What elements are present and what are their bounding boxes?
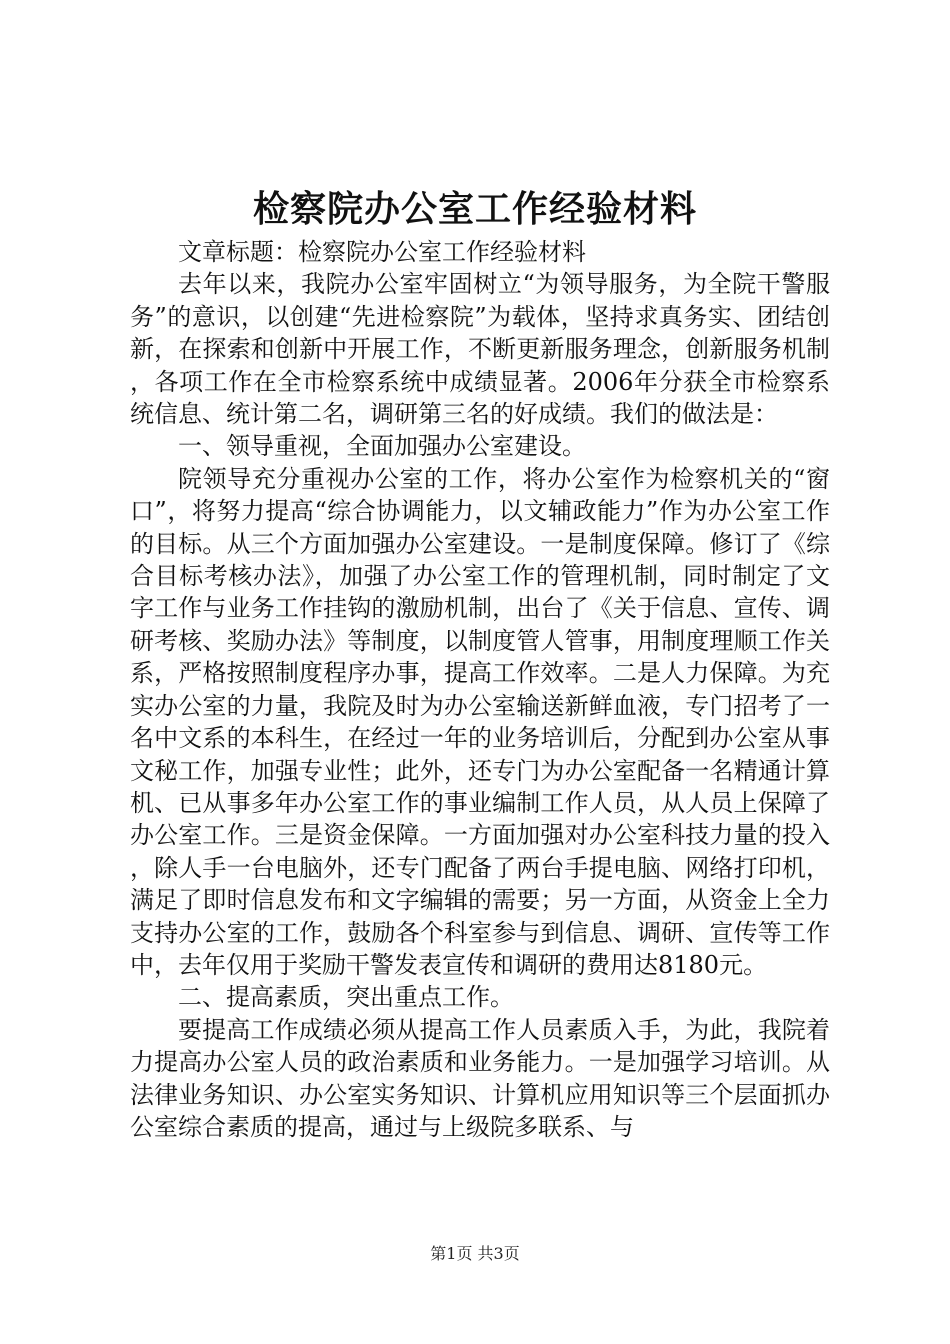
- document-title: 检察院办公室工作经验材料: [252, 188, 697, 230]
- section-heading-2: 二、提高素质，突出重点工作。: [178, 983, 514, 1012]
- section-1-paragraph: 院领导充分重视办公室的工作，将办公室作为检察机关的“窗口”，将努力提高“综合协调能力，以文辅政能力”作为办公室工作的目标。从三个方面加强办公室建设。一是制度保障。修订了《综合目标考核办法》，加强了办公室工作的管理机制，同时制定了文字工作与业务工作挂钩的激励机制，出台了《关于信息、宣传、调研考核、奖励办法》等制度，以制度管人管事，用制度理顺工作关系，严格按照制度程序办事，提高工作效率。二是人力保障。为充实办公室的力量，我院及时为办公室输送新鲜血液，专门招考了一名中文系的本科生，在经过一年的业务培训后，分配到办公室从事文秘工作，加强专业性；此外，还专门为办公室配备一名精通计算机、已从事多年办公室工作的事业编制工作人员，从人员上保障了办公室工作。三是资金保障。一方面加强对办公室科技力量的投入，除人手一台电脑外，还专门配备了两台手提电脑、网络打印机，满足了即时信息发布和文字编辑的需要；另一方面，从资金上全力支持办公室的工作，鼓励各个科室参与到信息、调研、宣传等工作中，去年仅用于奖励干警发表宣传和调研的费用达8180元。: [130, 464, 830, 979]
- page-number-footer: 第1页 共3页: [430, 1244, 520, 1263]
- section-2-paragraph: 要提高工作成绩必须从提高工作人员素质入手，为此，我院着力提高办公室人员的政治素质和业务能力。一是加强学习培训。从法律业务知识、办公室实务知识、计算机应用知识等三个层面抓办公室综合素质的提高，通过与上级院多联系、与: [130, 1015, 830, 1141]
- intro-paragraph: 去年以来，我院办公室牢固树立“为领导服务，为全院干警服务”的意识，以创建“先进检察院”为载体，坚持求真务实、团结创新，在探索和创新中开展工作，不断更新服务理念，创新服务机制，各项工作在全市检察系统中成绩显著。2006年分获全市检察系统信息、统计第二名，调研第三名的好成绩。我们的做法是：: [130, 270, 830, 429]
- section-heading-1: 一、领导重视，全面加强办公室建设。: [178, 432, 586, 461]
- article-title-line: 文章标题：检察院办公室工作经验材料: [178, 238, 586, 266]
- document-body: [130, 236, 830, 1143]
